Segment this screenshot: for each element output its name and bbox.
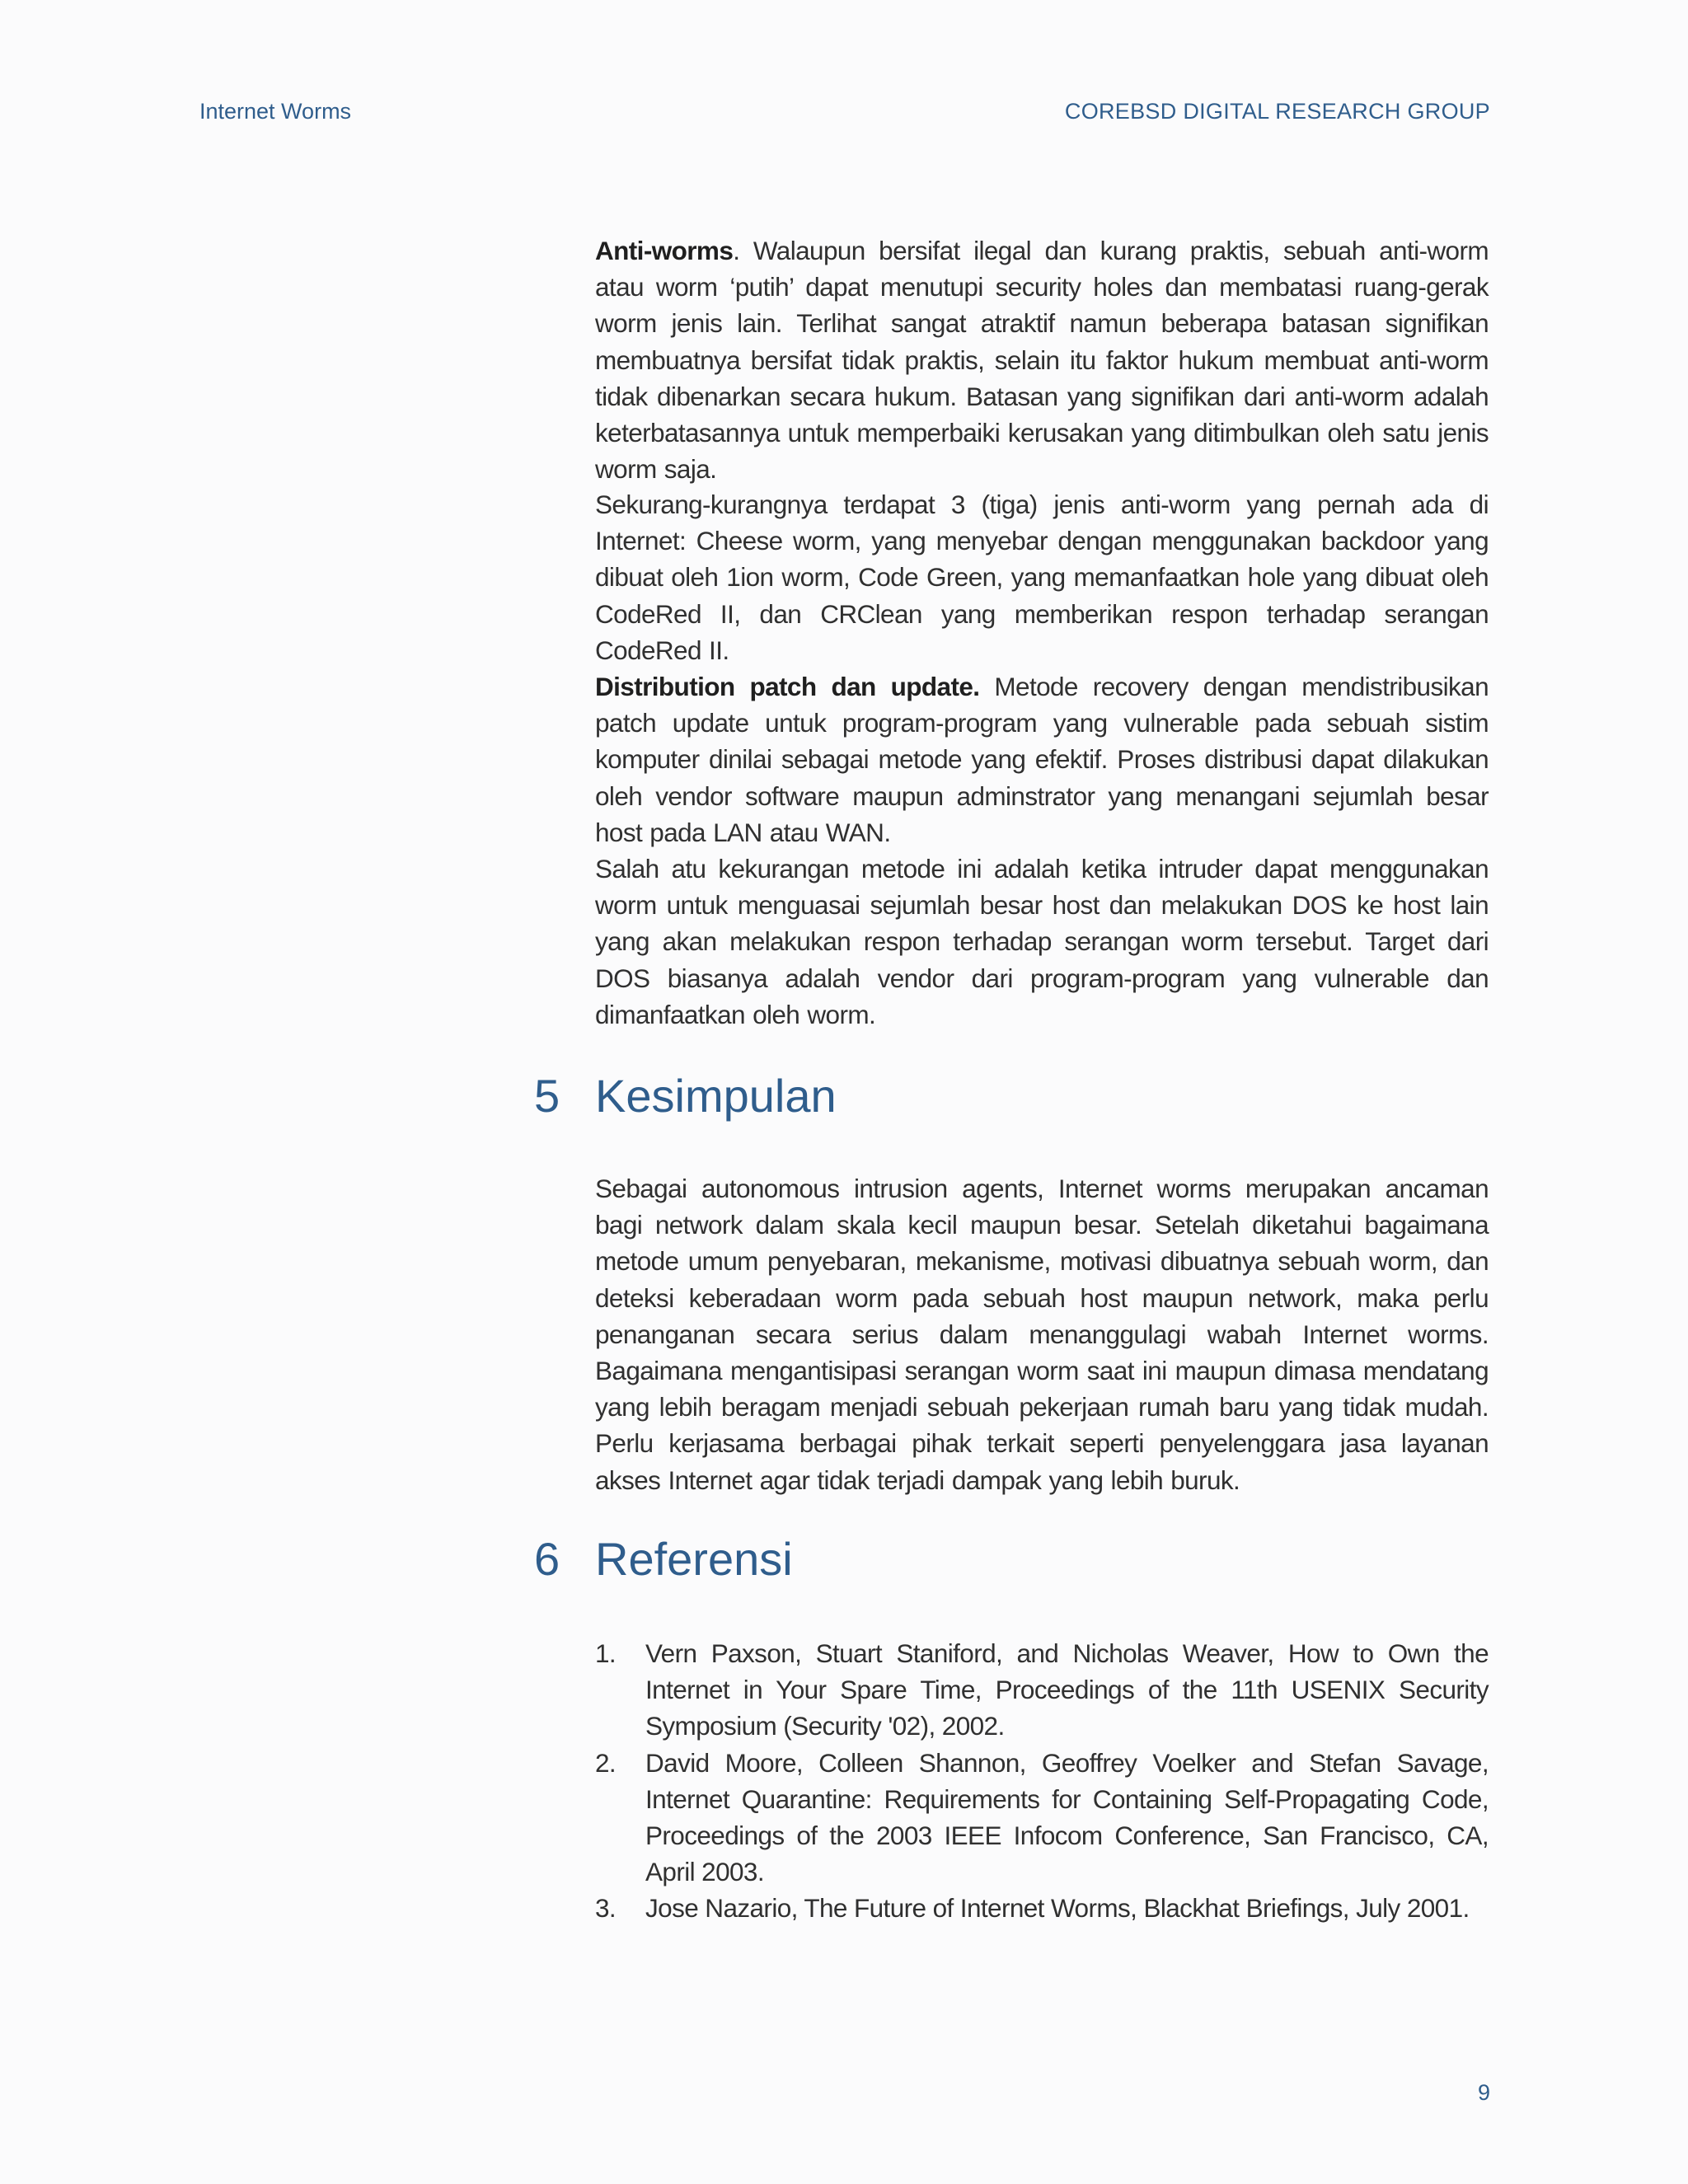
reference-item — [595, 1635, 1489, 1745]
reference-text: Vern Paxson, Stuart Staniford, and Nicholas Weaver, How to Own the Internet in Your Spare Time, Proceedings of the 11th USENIX Security Symposium (Security '02), 2002. — [645, 1638, 1489, 1741]
term-distribution: Distribution patch dan update. — [595, 672, 980, 701]
page-number: 9 — [1477, 2080, 1490, 2105]
section-heading-references — [534, 1535, 793, 1584]
reference-item — [595, 1890, 1489, 1926]
section-title: Kesimpulan — [595, 1070, 837, 1122]
reference-number: 1. — [595, 1638, 617, 1668]
reference-number: 2. — [595, 1747, 617, 1778]
paragraph-anti-worms-text: . Walaupun bersifat ilegal dan kurang praktis, sebuah anti-worm atau worm ‘putih’ dapat menutupi security holes dan membatasi ruang-gerak worm jenis lain. Terlihat sangat atraktif namun beberapa batasan signifikan membuatnya bersifat tidak praktis, selain itu faktor hukum membuat anti-worm tidak dibenarkan secara hukum. Batasan yang signifikan dari anti-worm adalah keterbatasannya untuk memperbaiki kerusakan yang ditimbulkan oleh satu jenis worm saja. — [595, 236, 1489, 485]
header-document-title: Internet Worms — [199, 99, 352, 124]
header-organization: COREBSD DIGITAL RESEARCH GROUP — [1064, 99, 1490, 124]
paragraph-conclusion-text: Sebagai autonomous intrusion agents, Internet worms merupakan ancaman bagi network dalam skala kecil maupun besar. Setelah diketahui bagaimana metode umum penyebaran, mekanisme, motivasi dibuatnya sebuah worm, dan deteksi keberadaan worm pada sebuah host maupun network, maka perlu penanganan secara serius dalam menanggulagi wabah Internet worms. Bagaimana mengantisipasi serangan worm saat ini maupun dimasa mendatang yang lebih beragam menjadi sebuah pekerjaan rumah baru yang tidak mudah. Perlu kerjasama berbagai pihak terkait seperti penyelenggara jasa layanan akses Internet agar tidak terjadi dampak yang lebih buruk. — [595, 1174, 1489, 1495]
reference-text: David Moore, Colleen Shannon, Geoffrey Voelker and Stefan Savage, Internet Quarantine: Requirements for Containing Self-Propagating Code, Proceedings of the 2003 IEEE Infocom Conference, San Francisco, CA, April 2003. — [645, 1747, 1489, 1887]
paragraph-anti-worms — [595, 232, 1489, 487]
reference-list — [595, 1635, 1489, 1927]
paragraph-weakness-text: Salah atu kekurangan metode ini adalah ketika intruder dapat menggunakan worm untuk menguasai sejumlah besar host dan melakukan DOS ke host lain yang akan melakukan respon terhadap serangan worm tersebut. Target dari DOS biasanya adalah vendor dari program-program yang vulnerable dan dimanfaatkan oleh worm. — [595, 854, 1489, 1029]
section-number: 6 — [534, 1533, 560, 1585]
reference-text: Jose Nazario, The Future of Internet Worms, Blackhat Briefings, July 2001. — [645, 1893, 1470, 1924]
section-title: Referensi — [595, 1533, 793, 1585]
term-anti-worms: Anti-worms — [595, 236, 734, 265]
paragraph-weakness — [595, 851, 1489, 1033]
reference-item — [595, 1745, 1489, 1891]
paragraph-anti-worm-types-text: Sekurang-kurangnya terdapat 3 (tiga) jenis anti-worm yang pernah ada di Internet: Cheese worm, yang menyebar dengan menggunakan backdoor yang dibuat oleh 1ion worm, Code Green, yang memanfaatkan hole yang dibuat oleh CodeRed II, dan CRClean yang memberikan respon terhadap serangan CodeRed II. — [595, 490, 1489, 665]
paragraph-anti-worm-types — [595, 486, 1489, 668]
reference-number: 3. — [595, 1893, 617, 1924]
section-heading-conclusion — [534, 1071, 837, 1121]
section-number: 5 — [534, 1070, 560, 1122]
running-header — [199, 99, 1490, 132]
paragraph-conclusion — [595, 1170, 1489, 1498]
paragraph-distribution-text: Metode recovery dengan mendistribusikan patch update untuk program-program yang vulnerable pada sebuah sistim komputer dinilai sebagai metode yang efektif. Proses distribusi dapat dilakukan oleh vendor software maupun adminstrator yang menangani sejumlah besar host pada LAN atau WAN. — [595, 672, 1489, 847]
paragraph-distribution — [595, 668, 1489, 851]
